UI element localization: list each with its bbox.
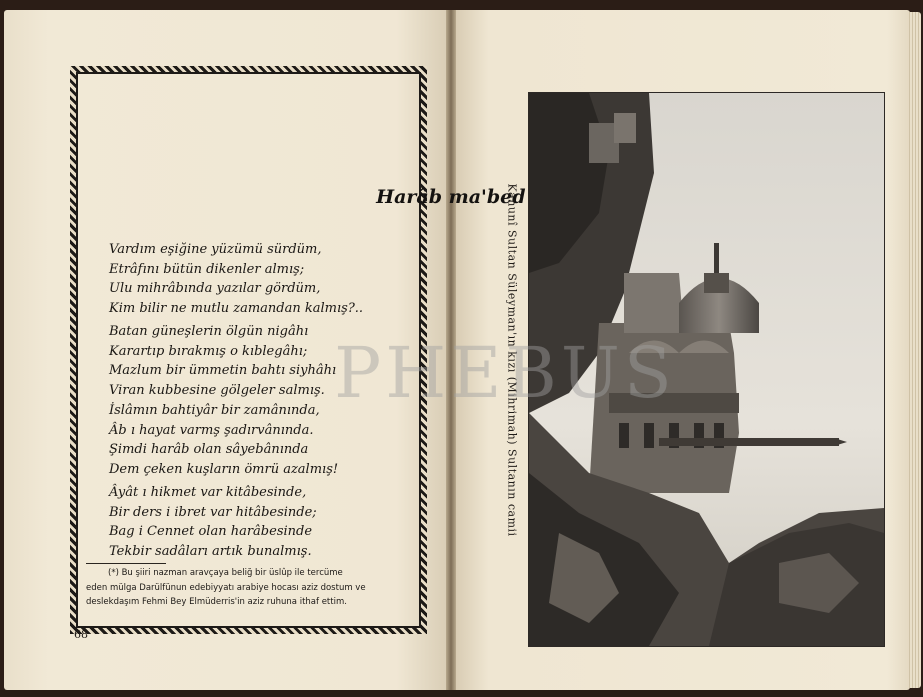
poem-line: Bir ders i ibret var hitâbesinde; — [109, 504, 317, 520]
poem-line: Âyât ı hikmet var kitâbesinde, — [109, 485, 307, 500]
footnote — [86, 566, 416, 610]
poem-line: Kim bilir ne mutlu zamandan kalmış?.. — [109, 300, 364, 316]
footnote-rule — [86, 563, 166, 564]
poem-line: Batan güneşlerin ölgün nigâhı — [109, 324, 309, 339]
poem-line: İslâmın bahtiyâr bir zamânında, — [109, 403, 320, 418]
footnote-line: eden mülga Darülfünun edebiyyatı arabiye hocası aziz dostum ve — [86, 582, 366, 593]
poem-line: Bag i Cennet olan harâbesinde — [109, 524, 313, 539]
poem-line: Âb ı hayat varmş şadırvânında. — [109, 422, 314, 438]
photo-caption: Kanunî Sultan Süleyman'ın kızı (Mihrimah) Sultanın camii — [505, 183, 519, 537]
watermark-text: PHEBUS — [334, 332, 676, 414]
footnote-line: deslekdaşım Fehmi Bey Elmüderris'in aziz ruhuna ithaf ettim. — [86, 597, 347, 607]
stanza-1 — [109, 240, 363, 318]
poem-line: Vardım eşiğine yüzümü sürdüm, — [109, 242, 322, 257]
poem-line: Tekbir sadâları artık bunalmış. — [109, 543, 312, 559]
poem-line: Şimdi harâb olan sâyebânında — [109, 442, 309, 457]
poem-title-text: Harâb ma'bed — [376, 186, 526, 208]
poem-line: Viran kubbesine gölgeler salmış. — [109, 382, 325, 398]
poem-line: Etrâfını bütün dikenler almış; — [109, 261, 305, 277]
poem-line: Karartıp bırakmış o kıblegâhı; — [109, 343, 308, 359]
page-edges — [909, 12, 921, 688]
stanza-4 — [109, 483, 317, 561]
footnote-line: (*) Bu şiiri nazman aravçaya beliğ bir üslûp ile tercüme — [108, 568, 343, 578]
poem-line: Ulu mihrâbında yazılar gördüm, — [109, 281, 321, 296]
poem-line: Mazlum bir ümmetin bahtı siyhâhı — [109, 363, 337, 378]
poem-line: Dem çeken kuşların ömrü azalmış! — [109, 461, 339, 477]
page-number: 68 — [74, 628, 88, 641]
